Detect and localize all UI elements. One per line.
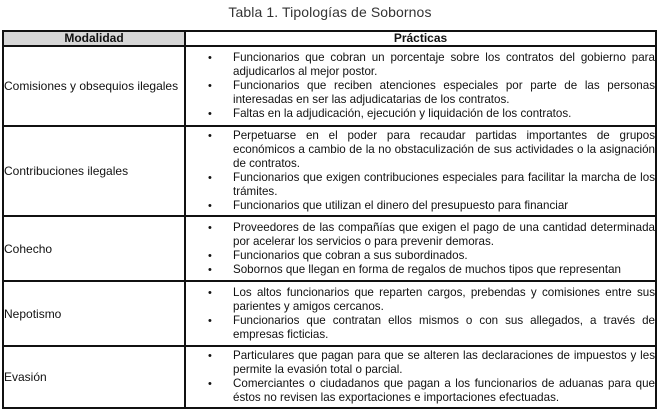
- bribery-typologies-table: [2, 30, 657, 409]
- bullet-icon: •: [208, 52, 212, 64]
- practicas-cell: [185, 216, 656, 281]
- practica-text: Faltas en la adjudicación, ejecución y liquidación de los contratos.: [233, 107, 572, 120]
- practicas-cell: [185, 126, 656, 216]
- modalidad-cell: Comisiones y obsequios ilegales: [3, 46, 185, 126]
- practica-text: Funcionarios que utilizan el dinero del presupuesto para financiar: [233, 199, 569, 212]
- practica-item: [186, 129, 655, 171]
- bullet-icon: •: [208, 80, 212, 92]
- practicas-cell: [185, 346, 656, 408]
- practica-item: [186, 79, 655, 107]
- modalidad-cell: Evasión: [3, 346, 185, 408]
- table-row: [3, 126, 656, 216]
- practica-item: [186, 221, 655, 249]
- bullet-icon: •: [208, 286, 212, 299]
- table-row: [3, 216, 656, 281]
- practicas-cell: [185, 281, 656, 346]
- practica-text: Sobornos que llegan en forma de regalos de muchos tipos que representan: [233, 262, 621, 276]
- header-practicas: Prácticas: [185, 31, 656, 46]
- practica-text: Funcionarios que exigen contribuciones especiales para facilitar la marcha de los trámites.: [233, 171, 655, 198]
- practica-item: [186, 107, 655, 121]
- practica-text: Proveedores de las compañías que exigen el pago de una cantidad determinada por acelerar los servicios o para prevenir demoras.: [233, 220, 655, 248]
- practicas-cell: [185, 46, 656, 126]
- practicas-list: [186, 286, 655, 342]
- practica-item: [186, 286, 655, 314]
- practicas-list: [186, 349, 655, 405]
- practica-item: [186, 349, 655, 377]
- bullet-icon: •: [208, 249, 212, 262]
- practica-item: [186, 171, 655, 199]
- table-row: [3, 346, 656, 408]
- practicas-list: [186, 129, 655, 213]
- bullet-icon: •: [208, 108, 212, 120]
- practica-item: [186, 314, 655, 342]
- modalidad-cell: Nepotismo: [3, 281, 185, 346]
- practica-text: Funcionarios que cobran a sus subordinados.: [233, 248, 468, 262]
- bullet-icon: •: [208, 130, 212, 142]
- table-row: [3, 46, 656, 126]
- practica-item: [186, 199, 655, 213]
- bullet-icon: •: [208, 378, 212, 390]
- practica-text: Comerciantes o ciudadanos que pagan a los funcionarios de aduanas para que éstos no revisen las exportaciones e importaciones efectuadas.: [233, 377, 655, 404]
- practica-text: Funcionarios que reciben atenciones especiales por parte de las personas interesadas en ser las adjudicatarias de los contratos.: [233, 79, 655, 106]
- practica-item: [186, 249, 655, 263]
- practica-item: [186, 263, 655, 277]
- bullet-icon: •: [208, 263, 212, 276]
- practica-text: Funcionarios que contratan ellos mismos o con sus allegados, a través de empresas ficticias.: [233, 313, 655, 341]
- modalidad-cell: Contribuciones ilegales: [3, 126, 185, 216]
- table-header-row: [3, 31, 656, 46]
- modalidad-cell: Cohecho: [3, 216, 185, 281]
- practica-item: [186, 377, 655, 405]
- bullet-icon: •: [208, 221, 212, 234]
- practicas-list: [186, 221, 655, 277]
- bullet-icon: •: [208, 172, 212, 184]
- table-title: Tabla 1. Tipologías de Sobornos: [228, 4, 432, 20]
- header-modalidad: Modalidad: [3, 31, 185, 46]
- practica-text: Funcionarios que cobran un porcentaje sobre los contratos del gobierno para adjudicarlos al mejor postor.: [233, 51, 655, 78]
- practica-text: Perpetuarse en el poder para recaudar partidas importantes de grupos económicos a cambio de la no obstaculización de sus actividades o la asignación de contratos.: [233, 129, 655, 170]
- practicas-list: [186, 51, 655, 121]
- bullet-icon: •: [208, 314, 212, 327]
- bullet-icon: •: [208, 200, 212, 212]
- bullet-icon: •: [208, 350, 212, 362]
- practica-text: Los altos funcionarios que reparten cargos, prebendas y comisiones entre sus parientes y amigos cercanos.: [233, 285, 655, 313]
- practica-item: [186, 51, 655, 79]
- table-row: [3, 281, 656, 346]
- practica-text: Particulares que pagan para que se alteren las declaraciones de impuestos y les permite la evasión total o parcial.: [233, 349, 655, 376]
